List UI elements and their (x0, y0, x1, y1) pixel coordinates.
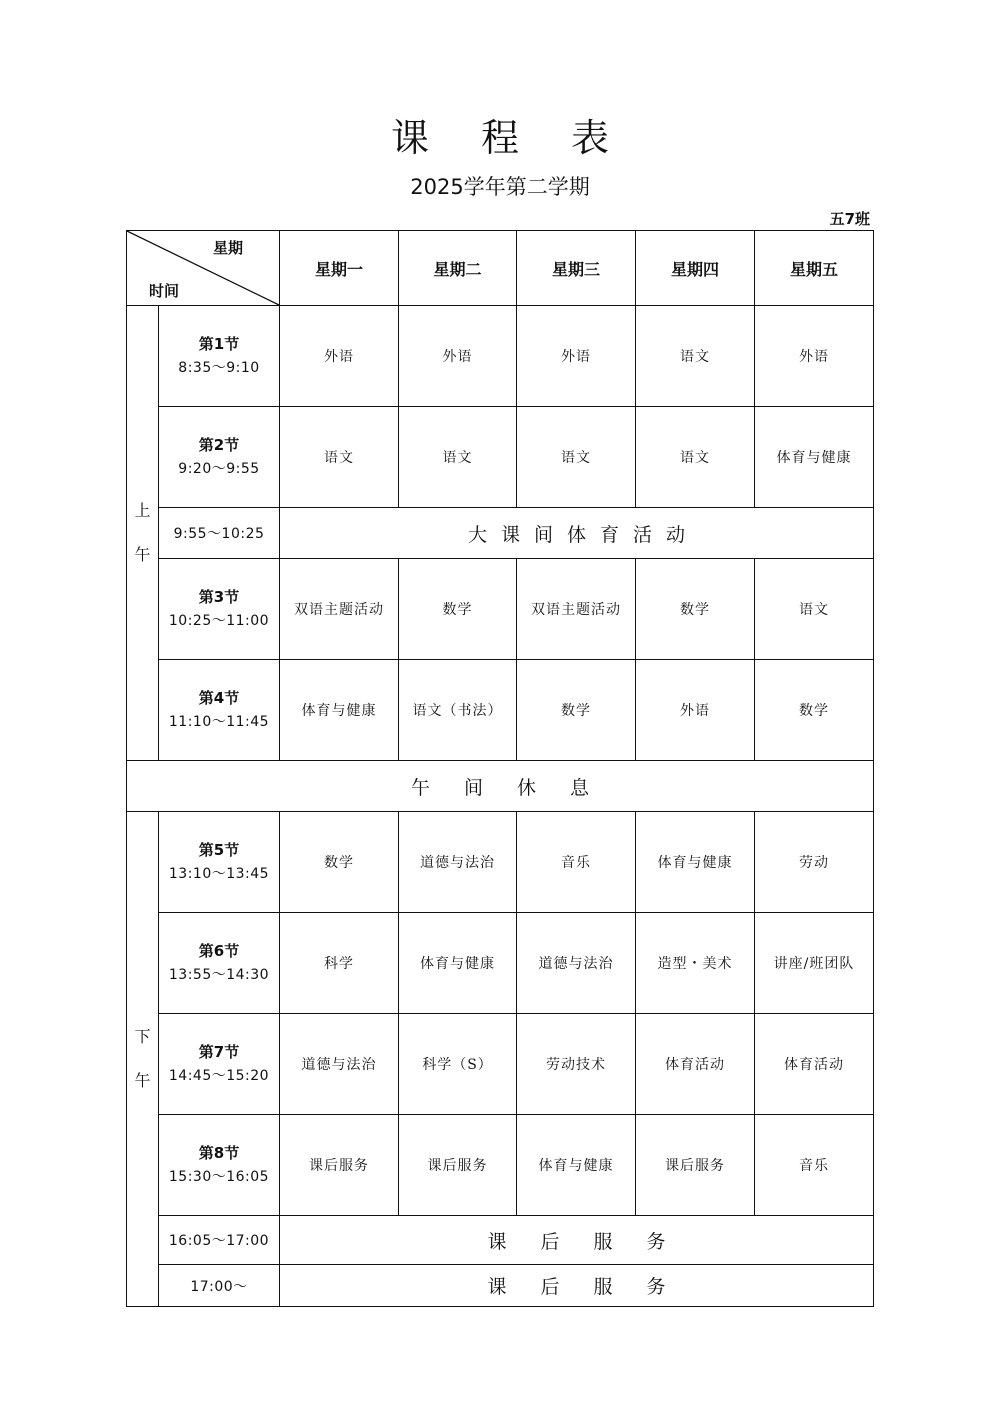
period-time: 13:55～14:30 (168, 967, 270, 983)
period-time: 13:10～13:45 (168, 866, 270, 882)
period-row (127, 812, 874, 913)
period-name: 第8节 (198, 1144, 240, 1162)
course-cell: 体育与健康 (280, 660, 399, 761)
big-break-activity: 大课间体育活动 (280, 508, 874, 559)
period-name: 第5节 (198, 841, 240, 859)
period-cell (159, 306, 280, 407)
course-cell: 道德与法治 (280, 1014, 399, 1115)
afternoon-section-label (127, 812, 159, 1307)
after-school-time: 17:00～ (159, 1265, 280, 1307)
period-cell (159, 913, 280, 1014)
timetable (126, 230, 874, 1307)
course-cell: 劳动技术 (517, 1014, 636, 1115)
course-cell: 体育与健康 (399, 913, 517, 1014)
period-time: 11:10～11:45 (168, 714, 270, 730)
course-cell: 音乐 (517, 812, 636, 913)
morning-label-char-1: 上 (134, 501, 151, 520)
period-row (127, 306, 874, 407)
course-cell: 课后服务 (280, 1115, 399, 1216)
course-cell: 体育与健康 (517, 1115, 636, 1216)
noon-break-row (127, 761, 874, 812)
period-row (127, 407, 874, 508)
course-cell: 体育与健康 (636, 812, 755, 913)
period-name: 第2节 (198, 436, 240, 454)
course-cell: 道德与法治 (517, 913, 636, 1014)
period-time: 14:45～15:20 (168, 1068, 270, 1084)
morning-label-char-2: 午 (134, 545, 151, 564)
afternoon-label-char-1: 下 (134, 1027, 151, 1046)
course-cell: 科学 (280, 913, 399, 1014)
course-cell: 双语主题活动 (280, 559, 399, 660)
course-cell: 语文 (280, 407, 399, 508)
course-cell: 科学（S） (399, 1014, 517, 1115)
period-cell (159, 1115, 280, 1216)
course-cell: 外语 (517, 306, 636, 407)
big-break-time: 9:55～10:25 (159, 508, 280, 559)
after-school-row (127, 1265, 874, 1307)
period-row (127, 913, 874, 1014)
period-name: 第3节 (198, 588, 240, 606)
course-cell: 音乐 (755, 1115, 874, 1216)
course-cell: 数学 (517, 660, 636, 761)
course-cell: 体育活动 (755, 1014, 874, 1115)
course-cell: 外语 (755, 306, 874, 407)
course-cell: 体育与健康 (755, 407, 874, 508)
course-cell: 体育活动 (636, 1014, 755, 1115)
week-label: 星期 (212, 239, 243, 257)
course-cell: 语文（书法） (399, 660, 517, 761)
period-name: 第7节 (198, 1043, 240, 1061)
day-header-tue: 星期二 (399, 231, 517, 306)
course-cell: 语文 (517, 407, 636, 508)
corner-header-cell (127, 231, 280, 306)
period-cell (159, 1014, 280, 1115)
course-cell: 讲座/班团队 (755, 913, 874, 1014)
course-cell: 外语 (399, 306, 517, 407)
period-cell (159, 812, 280, 913)
course-cell: 课后服务 (399, 1115, 517, 1216)
period-row (127, 1115, 874, 1216)
afternoon-label-char-2: 午 (134, 1071, 151, 1090)
semester-subtitle: 2025学年第二学期 (410, 175, 590, 199)
course-cell: 语文 (399, 407, 517, 508)
noon-break-label: 午间休息 (127, 761, 874, 812)
course-cell: 数学 (280, 812, 399, 913)
course-cell: 道德与法治 (399, 812, 517, 913)
course-cell: 数学 (755, 660, 874, 761)
header-row (127, 231, 874, 306)
big-break-row (127, 508, 874, 559)
course-cell: 语文 (755, 559, 874, 660)
period-row (127, 559, 874, 660)
course-cell: 劳动 (755, 812, 874, 913)
after-school-activity: 课后服务 (280, 1265, 874, 1307)
period-time: 8:35～9:10 (178, 360, 260, 376)
period-row (127, 660, 874, 761)
period-cell (159, 407, 280, 508)
day-header-mon: 星期一 (280, 231, 399, 306)
course-cell: 外语 (636, 660, 755, 761)
day-header-thu: 星期四 (636, 231, 755, 306)
day-header-fri: 星期五 (755, 231, 874, 306)
course-cell: 数学 (636, 559, 755, 660)
course-cell: 课后服务 (636, 1115, 755, 1216)
period-name: 第6节 (198, 942, 240, 960)
after-school-row (127, 1216, 874, 1265)
class-label: 五7班 (829, 210, 870, 228)
period-cell (159, 660, 280, 761)
after-school-activity: 课后服务 (280, 1216, 874, 1265)
period-time: 10:25～11:00 (168, 613, 270, 629)
course-cell: 双语主题活动 (517, 559, 636, 660)
period-time: 9:20～9:55 (178, 461, 260, 477)
period-name: 第4节 (198, 689, 240, 707)
day-header-wed: 星期三 (517, 231, 636, 306)
period-cell (159, 559, 280, 660)
course-cell: 数学 (399, 559, 517, 660)
page-title: 课程表 (390, 116, 661, 160)
course-cell: 语文 (636, 407, 755, 508)
period-time: 15:30～16:05 (168, 1169, 270, 1185)
course-cell: 语文 (636, 306, 755, 407)
period-row (127, 1014, 874, 1115)
period-name: 第1节 (198, 335, 240, 353)
time-label: 时间 (149, 282, 180, 300)
after-school-time: 16:05～17:00 (159, 1216, 280, 1265)
morning-section-label (127, 306, 159, 761)
course-cell: 外语 (280, 306, 399, 407)
course-cell: 造型・美术 (636, 913, 755, 1014)
